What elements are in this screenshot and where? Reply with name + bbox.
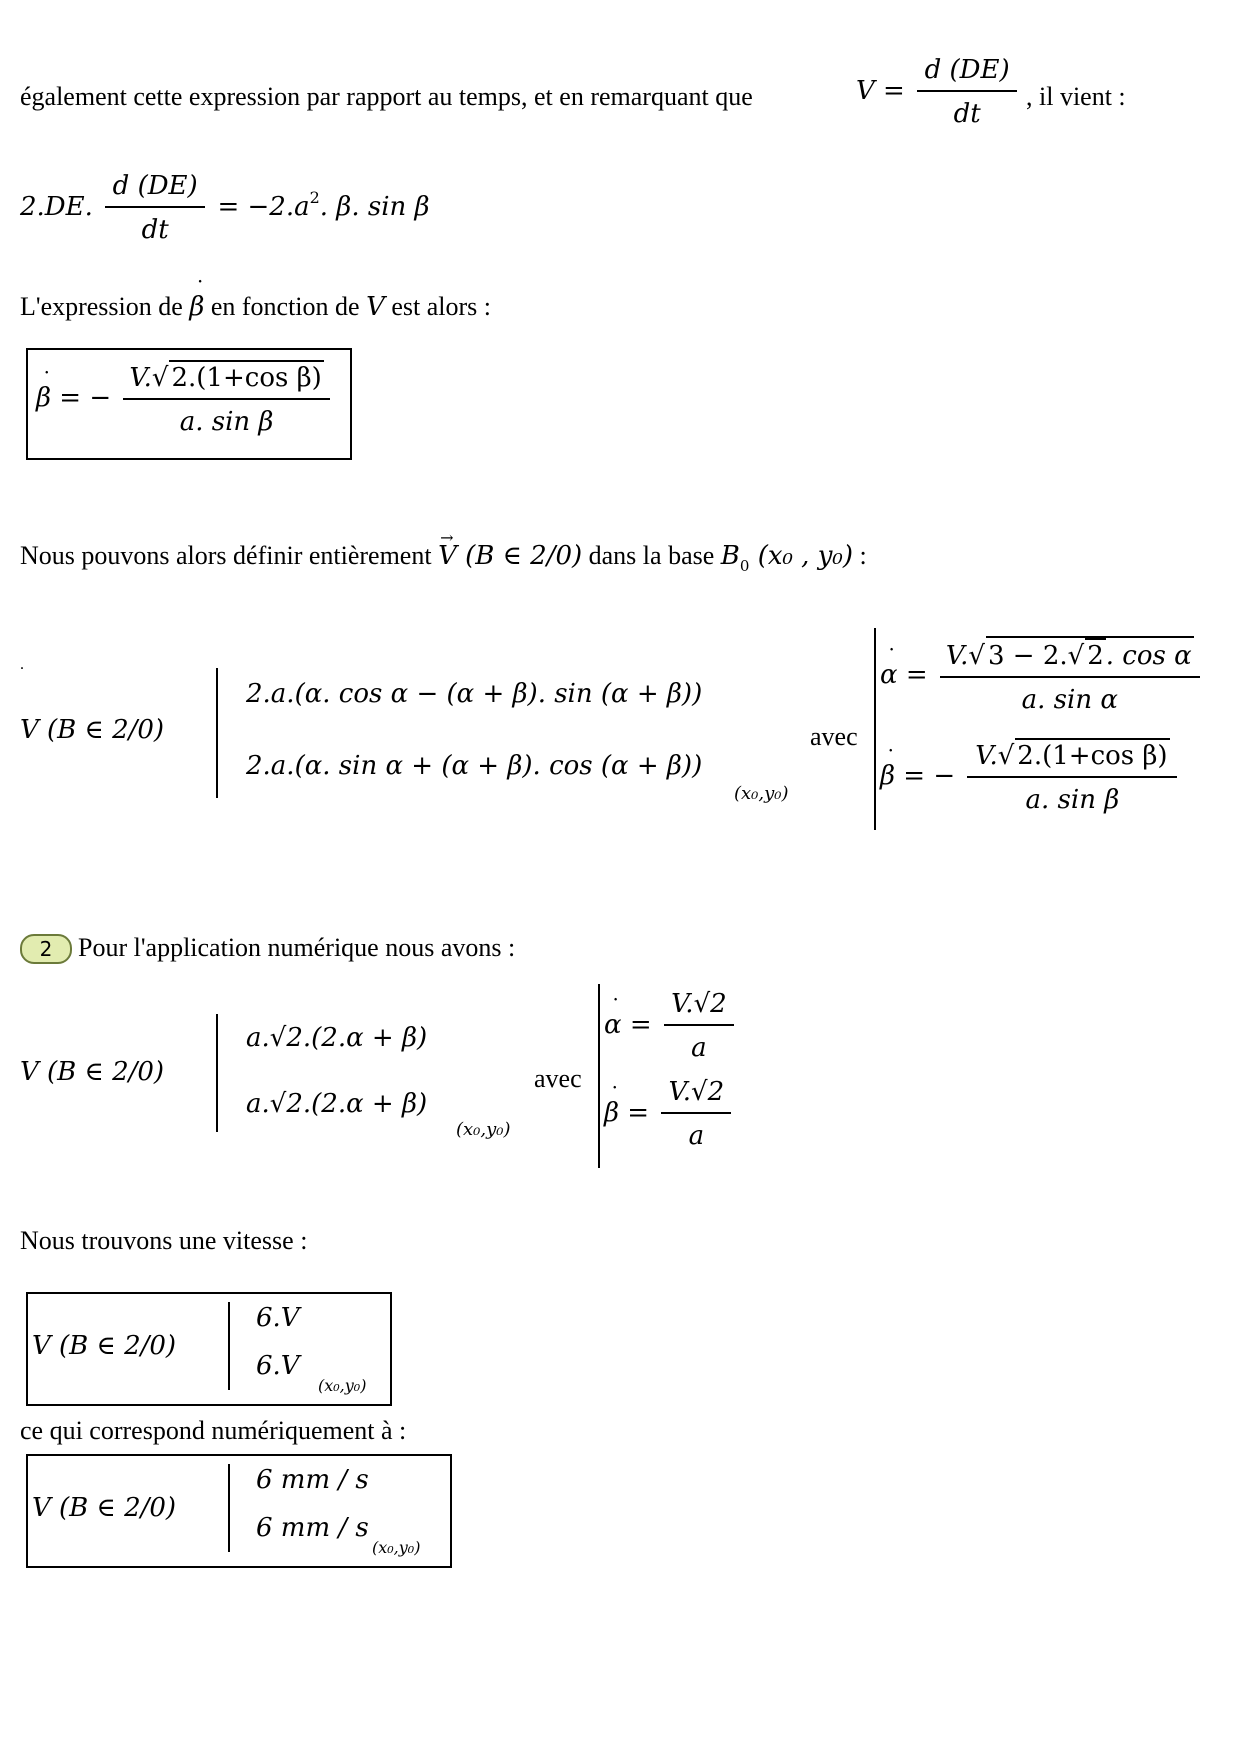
avec-label-2: avec: [534, 1064, 582, 1093]
derivative-equation: 2.DE. $\frac{d (DE)}{dt}$ = $-2.a^2$. β. sin β: [20, 171, 430, 245]
general-basis-subscript: (x₀,y₀): [734, 783, 789, 804]
numeric-alpha-dot: ˙ α = $\frac{V.√2}{a}$: [604, 988, 738, 1064]
avec-label-1: avec: [810, 722, 858, 751]
general-avec-bar: [874, 628, 876, 830]
correspond-text: ce qui correspond numériquement à :: [20, 1416, 407, 1445]
intro-line: également cette expression par rapport au temps, et en remarquant que: [20, 82, 753, 111]
vitesse-box: V (B ∈ 2/0) 6.V 6.V (x₀,y₀): [26, 1292, 392, 1406]
intro-line-end: , il vient :: [1026, 82, 1126, 111]
numeric-value-box: V (B ∈ 2/0) 6 mm / s 6 mm / s (x₀,y₀): [26, 1454, 452, 1568]
beta-expression-line: L'expression de ˙ β en fonction de V est alors :: [20, 292, 491, 322]
basis-definition-line: Nous pouvons alors définir entièrement → V (B ∈ 2/0) dans la base $B_0$ (x₀ , y₀) :: [20, 541, 867, 581]
velocity-definition: V = $\frac{d (DE)}{dt}$: [856, 54, 1021, 130]
boxed-beta-result: ˙ β = − $\frac{\text{V.√ 2.(1+cos β)}}{\text{a. sin β}}$: [26, 348, 352, 460]
vitesse-text: Nous trouvons une vitesse :: [20, 1226, 308, 1255]
numeric-system-bar: [216, 1014, 218, 1132]
step-2-badge: 2: [20, 934, 72, 964]
alpha-dot-expression: ˙ α = $\frac{\text{V.√ 3 − 2.√ 2. cos α}}{\text{a. sin α}}$: [880, 636, 1204, 716]
stray-dot: .: [20, 656, 24, 673]
numeric-avec-bar: [598, 984, 600, 1168]
general-velocity-label: V (B ∈ 2/0): [20, 715, 165, 745]
numeric-row-1: a.√2.(2.α + β): [246, 1023, 428, 1053]
numeric-velocity-label: V (B ∈ 2/0): [20, 1057, 165, 1087]
beta-dot-expression: ˙ β = − $\frac{\text{V.√ 2.(1+cos β)}}{\text{a. sin β}}$: [880, 738, 1181, 816]
numeric-row-2: a.√2.(2.α + β): [246, 1089, 428, 1119]
step-2-text: Pour l'application numérique nous avons :: [78, 933, 516, 962]
general-row-1: 2.a.(α. cos α − (α + β). sin (α + β)): [246, 679, 703, 709]
numeric-beta-dot: ˙ β = $\frac{V.√2}{a}$: [604, 1076, 735, 1152]
general-system-bar: [216, 668, 218, 798]
numeric-basis-subscript: (x₀,y₀): [456, 1119, 511, 1140]
general-row-2: 2.a.(α. sin α + (α + β). cos (α + β)): [246, 751, 703, 781]
